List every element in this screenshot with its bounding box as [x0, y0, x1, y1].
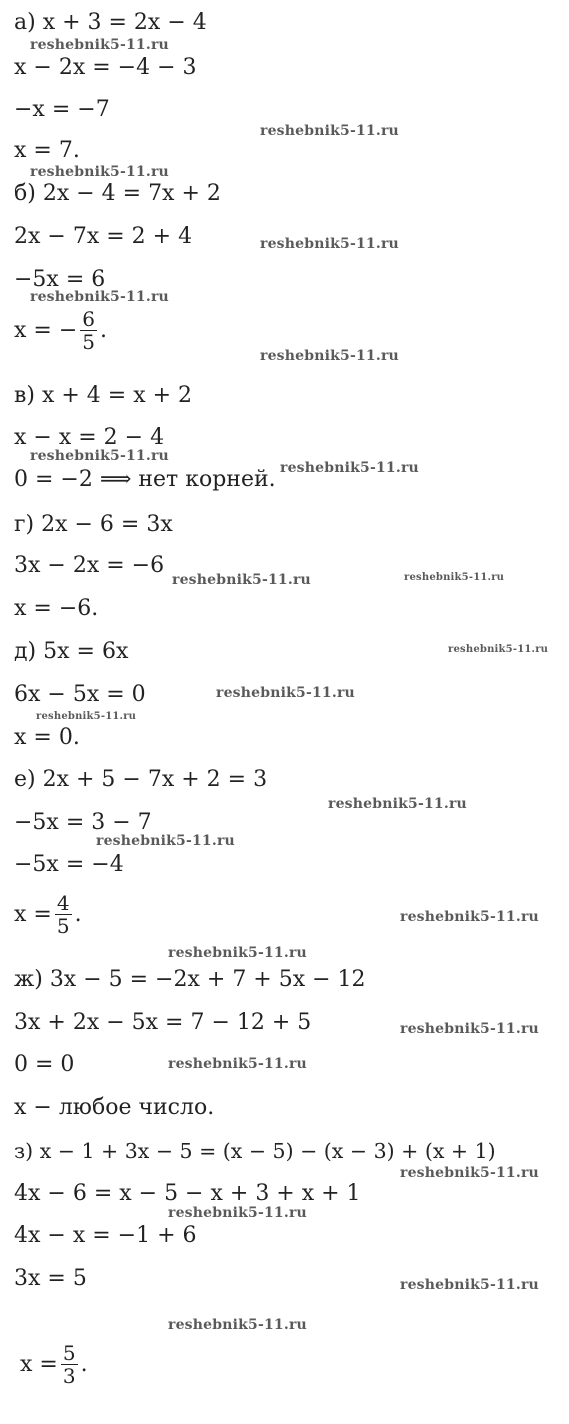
watermark: reshebnik5-11.ru: [30, 164, 169, 180]
watermark: reshebnik5-11.ru: [30, 289, 169, 305]
equation-e-line-3: −5x = −4: [14, 852, 124, 877]
equation-a-line-3: −x = −7: [14, 97, 110, 122]
fraction-z-numerator: 5: [62, 1341, 76, 1365]
equation-e-line-1: е) 2x + 5 − 7x + 2 = 3: [14, 767, 268, 792]
watermark: reshebnik5-11.ru: [400, 1277, 539, 1293]
equation-b-line-2: 2x − 7x = 2 + 4: [14, 224, 193, 249]
equation-g-line-2: 3x − 2x = −6: [14, 553, 165, 578]
fraction-b: [80, 308, 97, 353]
equation-v-line-2: x − x = 2 − 4: [14, 425, 165, 450]
watermark: reshebnik5-11.ru: [30, 37, 169, 53]
watermark: reshebnik5-11.ru: [260, 236, 399, 252]
watermark: reshebnik5-11.ru: [260, 123, 399, 139]
equation-v-line-3: 0 = −2 ⟹ нет корней.: [14, 467, 276, 492]
equation-b-answer-suffix: .: [100, 317, 107, 343]
equation-z-line-2: 4x − 6 = x − 5 − x + 3 + x + 1: [14, 1181, 361, 1206]
equation-e-line-4: [14, 892, 82, 937]
watermark: reshebnik5-11.ru: [168, 945, 307, 961]
fraction-e-numerator: 4: [56, 891, 70, 915]
fraction-z: [61, 1342, 78, 1387]
equation-z-line-1: з) x − 1 + 3x − 5 = (x − 5) − (x − 3) + (x + 1): [14, 1139, 496, 1163]
equation-b-line-3: −5x = 6: [14, 267, 106, 292]
equation-zh-line-2: 3x + 2x − 5x = 7 − 12 + 5: [14, 1010, 312, 1035]
watermark: reshebnik5-11.ru: [280, 460, 419, 476]
watermark: reshebnik5-11.ru: [400, 1021, 539, 1037]
watermark: reshebnik5-11.ru: [448, 644, 549, 655]
watermark: reshebnik5-11.ru: [168, 1205, 307, 1221]
fraction-b-denominator: 5: [82, 330, 95, 354]
equation-d-line-2: 6x − 5x = 0: [14, 682, 146, 707]
equation-a-line-2: x − 2x = −4 − 3: [14, 55, 197, 80]
watermark: reshebnik5-11.ru: [172, 572, 311, 588]
equation-b-answer-prefix: x = −: [14, 317, 78, 343]
equation-zh-line-3: 0 = 0: [14, 1052, 75, 1077]
equation-e-answer-suffix: .: [74, 901, 82, 927]
equation-d-line-1: д) 5x = 6x: [14, 639, 129, 664]
watermark: reshebnik5-11.ru: [168, 1056, 307, 1072]
equation-z-answer-prefix: x =: [20, 1351, 58, 1377]
watermark: reshebnik5-11.ru: [168, 1317, 307, 1333]
watermark: reshebnik5-11.ru: [400, 1165, 539, 1181]
equation-z-line-3: 4x − x = −1 + 6: [14, 1223, 197, 1248]
equation-e-line-2: −5x = 3 − 7: [14, 810, 152, 835]
watermark: reshebnik5-11.ru: [36, 711, 137, 722]
watermark: reshebnik5-11.ru: [404, 572, 505, 583]
watermark: reshebnik5-11.ru: [30, 448, 169, 464]
equation-e-answer-prefix: x =: [14, 901, 52, 927]
watermark: reshebnik5-11.ru: [260, 348, 399, 364]
equation-b-line-1: б) 2x − 4 = 7x + 2: [14, 181, 221, 206]
watermark: reshebnik5-11.ru: [328, 796, 467, 812]
equation-g-line-3: x = −6.: [14, 596, 99, 621]
equation-zh-line-4: x − любое число.: [14, 1095, 215, 1120]
equation-a-line-1: а) x + 3 = 2x − 4: [14, 10, 207, 35]
equation-g-line-1: г) 2x − 6 = 3x: [14, 512, 173, 537]
equation-b-line-4: [14, 308, 107, 353]
equation-zh-line-1: ж) 3x − 5 = −2x + 7 + 5x − 12: [14, 967, 366, 992]
equation-a-line-4: x = 7.: [14, 138, 80, 163]
equation-v-line-1: в) x + 4 = x + 2: [14, 383, 193, 408]
equation-z-line-4: 3x = 5: [14, 1266, 87, 1291]
equation-z-answer-suffix: .: [80, 1351, 88, 1377]
watermark: reshebnik5-11.ru: [96, 833, 235, 849]
fraction-e: [55, 892, 72, 937]
equation-d-line-3: x = 0.: [14, 725, 80, 750]
watermark: reshebnik5-11.ru: [400, 909, 539, 925]
equation-z-line-5: [20, 1342, 88, 1387]
fraction-z-denominator: 3: [62, 1364, 76, 1388]
watermark: reshebnik5-11.ru: [216, 685, 355, 701]
fraction-b-numerator: 6: [82, 307, 95, 331]
fraction-e-denominator: 5: [56, 914, 70, 938]
